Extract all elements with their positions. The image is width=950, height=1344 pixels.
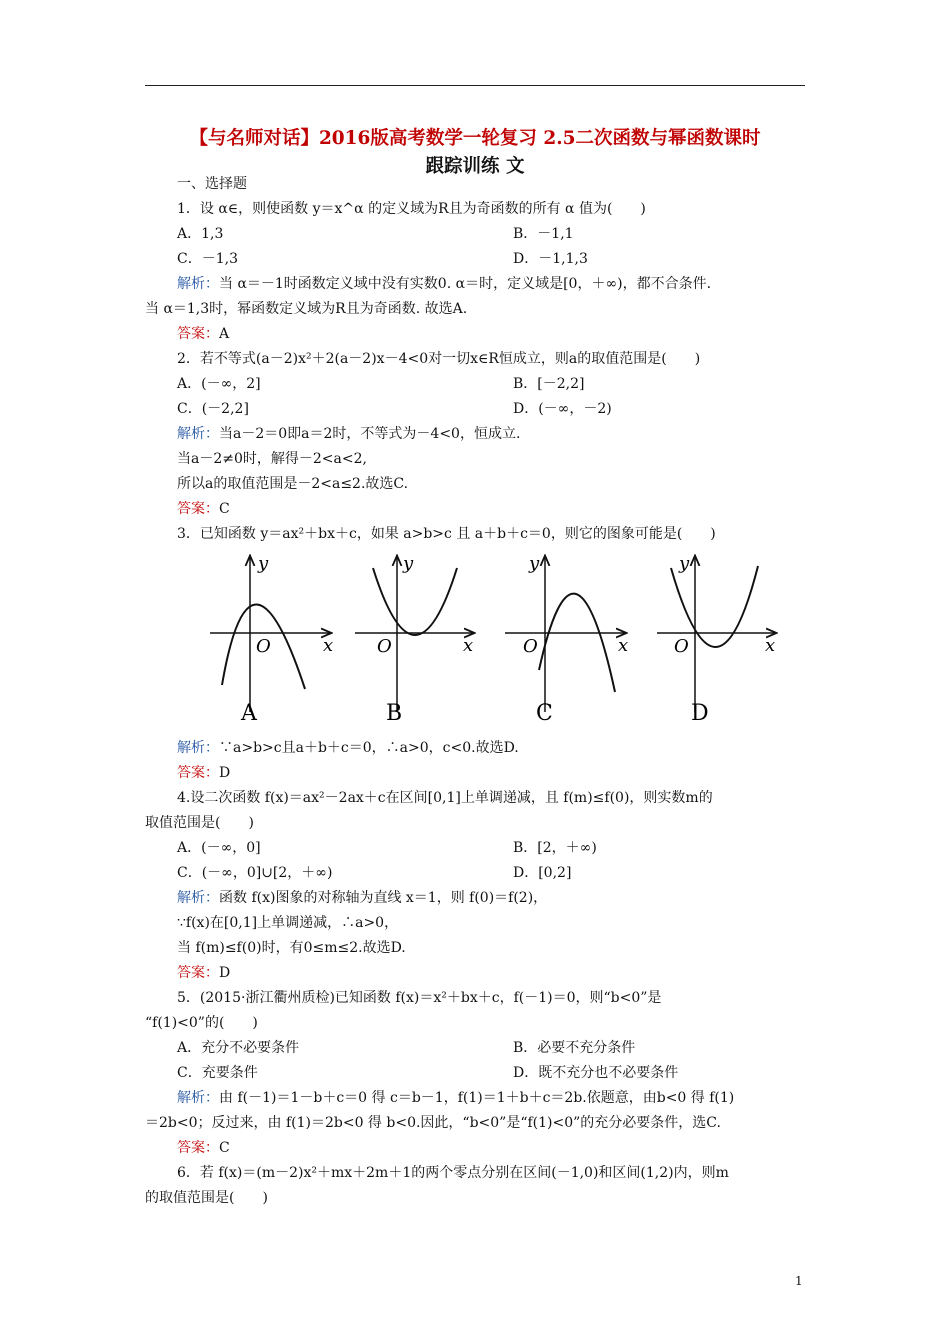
answer-label: 答案： [177, 501, 219, 517]
q4-solution-1 [177, 888, 842, 908]
q3-solution-1 [177, 738, 842, 758]
q1-option-b: B．－1,1 [513, 226, 574, 242]
q5-solution-text: 由 f(－1)＝1－b＋c＝0 得 c＝b－1，f(1)＝1＋b＋c＝2b.依题意，由b<0 得 f(1) [219, 1090, 735, 1106]
graph-c [505, 553, 628, 726]
graph-c-origin: O [523, 636, 538, 657]
q1-solution-1 [177, 274, 842, 294]
q1-answer [177, 324, 842, 344]
title-line-1: 【与名师对话】2016版高考数学一轮复习 2.5二次函数与幂函数课时 [189, 128, 761, 149]
q5-option-a: A．充分不必要条件 [177, 1040, 300, 1056]
q3-answer-value: D [219, 765, 231, 781]
q1-option-c: C．－1,3 [177, 251, 238, 267]
section-heading: 一、选择题 [177, 176, 247, 192]
graph-b-y-label: y [403, 553, 414, 574]
solution-label: 解析： [177, 276, 219, 292]
answer-label: 答案： [177, 1140, 219, 1156]
q6-stem-2: 的取值范围是( ) [145, 1190, 268, 1206]
q4-answer-value: D [219, 965, 231, 981]
q2-solution-2: 当a－2≠0时，解得－2<a<2, [177, 451, 367, 467]
q2-option-d: D．(－∞，－2) [513, 401, 612, 417]
graph-c-x-label: x [618, 635, 629, 656]
graph-c-label: C [536, 701, 553, 726]
answer-label: 答案： [177, 326, 219, 342]
q3-answer [177, 763, 842, 783]
q5-solution-2: ＝2b<0；反过来，由 f(1)＝2b<0 得 b<0.因此，“b<0”是“f(1)<0”的充分必要条件，选C. [145, 1115, 721, 1131]
q5-option-d: D．既不充分也不必要条件 [513, 1065, 679, 1081]
q1-stem: 1．设 α∈，则使函数 y＝x^α 的定义域为R且为奇函数的所有 α 值为( ) [177, 201, 646, 217]
q4-solution-text: 函数 f(x)图象的对称轴为直线 x＝1，则 f(0)＝f(2)， [219, 890, 548, 906]
title-line-2: 跟踪训练 文 [425, 156, 525, 177]
q2-answer-value: C [219, 501, 230, 517]
answer-label: 答案： [177, 965, 219, 981]
q3-stem: 3．已知函数 y＝ax²＋bx＋c，如果 a>b>c 且 a＋b＋c＝0，则它的图象可能是( ) [177, 526, 716, 542]
q4-option-a: A．(－∞，0] [177, 840, 261, 856]
q5-answer [177, 1138, 842, 1158]
q2-solution-3: 所以a的取值范围是－2<a≤2.故选C. [177, 476, 409, 492]
graph-b-label: B [386, 701, 403, 726]
q2-option-b: B．[－2,2] [513, 376, 585, 392]
q4-stem-1: 4.设二次函数 f(x)＝ax²－2ax＋c在区间[0,1]上单调递减，且 f(m)≤f(0)，则实数m的 [177, 790, 713, 806]
q2-stem: 2．若不等式(a－2)x²＋2(a－2)x－4<0对一切x∈R恒成立，则a的取值范围是( ) [177, 351, 701, 367]
q5-answer-value: C [219, 1140, 230, 1156]
solution-label: 解析： [177, 740, 219, 756]
q4-solution-3: 当 f(m)≤f(0)时，有0≤m≤2.故选D. [177, 940, 406, 956]
q2-solution-text: 当a－2＝0即a＝2时，不等式为－4<0，恒成立. [219, 426, 521, 442]
q1-option-d: D．－1,1,3 [513, 251, 588, 267]
graph-d-label: D [691, 701, 709, 726]
q4-stem-2: 取值范围是( ) [145, 815, 254, 831]
q3-graphs [205, 552, 795, 732]
q2-answer [177, 499, 842, 519]
q3-solution-text: ∵a>b>c且a＋b＋c＝0，∴a>0，c<0.故选D. [219, 740, 519, 756]
header-rule [145, 85, 805, 86]
q4-option-d: D．[0,2] [513, 865, 572, 881]
q2-option-a: A．(－∞，2] [177, 376, 261, 392]
graph-a-x-label: x [323, 635, 334, 656]
q4-answer [177, 963, 842, 983]
graph-b-x-label: x [463, 635, 474, 656]
graph-d [657, 553, 775, 726]
page-number: 1 [795, 1274, 803, 1288]
q1-answer-value: A [219, 326, 230, 342]
q5-option-b: B．必要不充分条件 [513, 1040, 636, 1056]
graph-a-y-label: y [258, 553, 269, 574]
q1-solution-2: 当 α＝1,3时，幂函数定义域为R且为奇函数. 故选A. [145, 301, 468, 317]
q5-option-c: C．充要条件 [177, 1065, 258, 1081]
graph-a-label: A [241, 701, 257, 726]
solution-label: 解析： [177, 1090, 219, 1106]
q2-solution-1 [177, 424, 842, 444]
q6-stem-1: 6．若 f(x)＝(m－2)x²＋mx＋2m＋1的两个零点分别在区间(－1,0)和区间(1,2)内，则m [177, 1165, 729, 1181]
graph-a-origin: O [256, 636, 271, 657]
q2-option-c: C．(－2,2] [177, 401, 249, 417]
graph-b-origin: O [377, 636, 392, 657]
q5-solution-1 [177, 1088, 842, 1108]
graph-d-x-label: x [765, 635, 776, 656]
q5-stem-1: 5．(2015·浙江衢州质检)已知函数 f(x)＝x²＋bx＋c，f(－1)＝0，则“b<0”是 [177, 990, 662, 1006]
q4-option-b: B．[2，＋∞) [513, 840, 597, 856]
q5-stem-2: “f(1)<0”的( ) [145, 1015, 258, 1031]
solution-label: 解析： [177, 890, 219, 906]
q1-option-a: A．1,3 [177, 226, 224, 242]
q4-solution-2: ∵f(x)在[0,1]上单调递减，∴a>0， [177, 915, 399, 931]
q4-option-c: C．(－∞，0]∪[2，＋∞) [177, 865, 333, 881]
graph-c-y-label: y [529, 553, 540, 574]
graph-d-origin: O [674, 636, 689, 657]
graph-a [210, 553, 333, 726]
q1-solution-text: 当 α＝－1时函数定义域中没有实数0. α＝时，定义域是[0，＋∞)，都不合条件. [219, 276, 712, 292]
solution-label: 解析： [177, 426, 219, 442]
answer-label: 答案： [177, 765, 219, 781]
graph-b [355, 553, 473, 726]
graph-d-y-label: y [679, 553, 690, 574]
